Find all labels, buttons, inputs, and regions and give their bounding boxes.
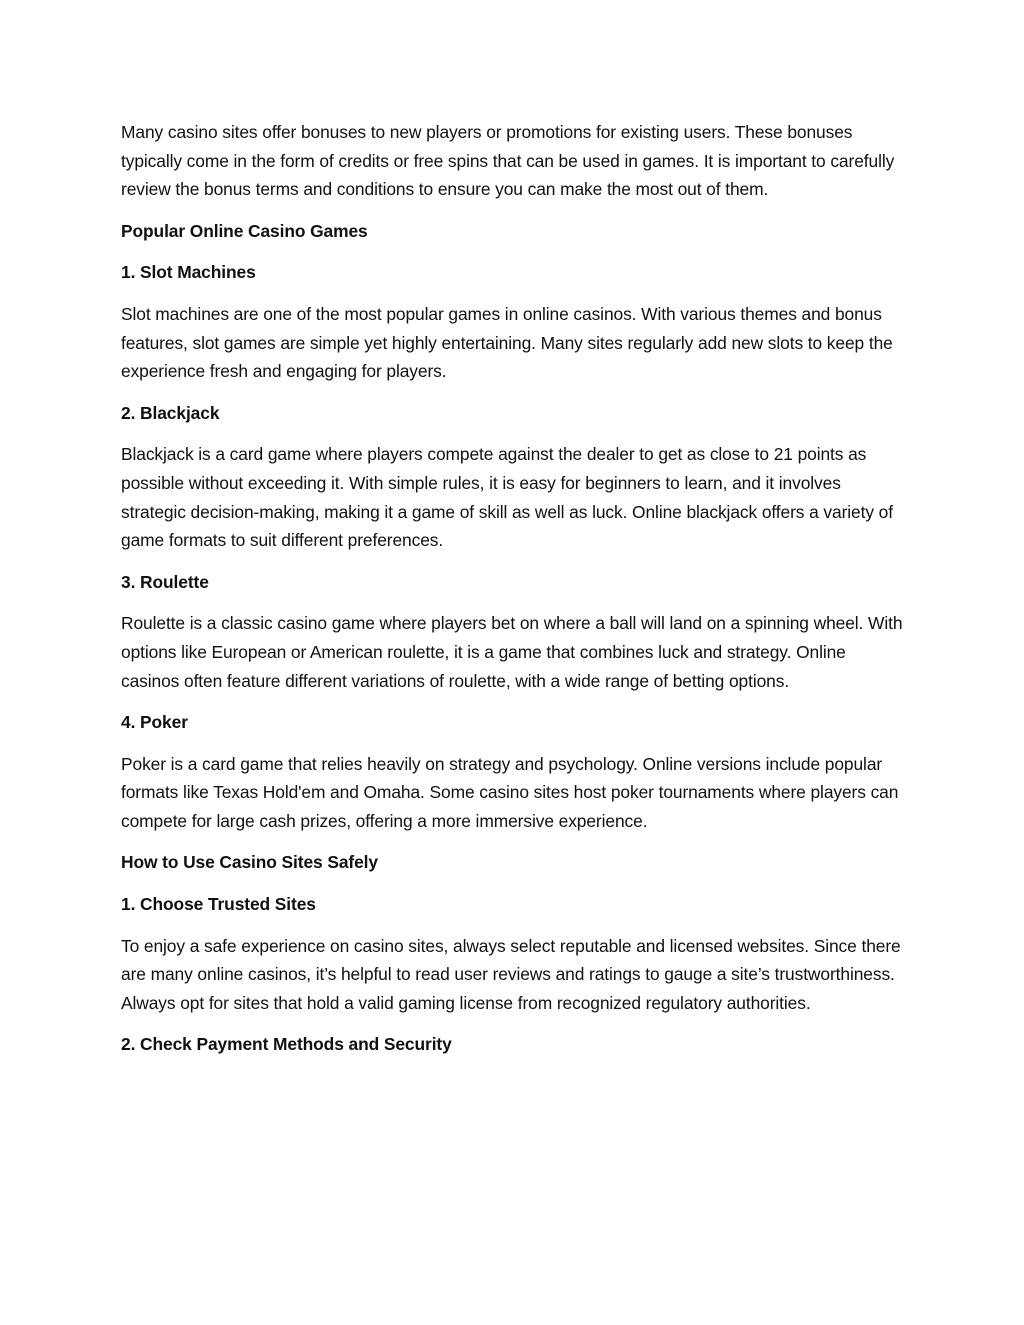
document-page [121, 118, 907, 1072]
intro-paragraph: Many casino sites offer bonuses to new players or promotions for existing users. These bonuses typically come in the form of credits or free spins that can be used in games. It is important to carefully review the bonus terms and conditions to ensure you can make the most out of them. [121, 122, 895, 200]
subheading-poker: 4. Poker [121, 712, 188, 733]
paragraph-trusted-sites: To enjoy a safe experience on casino sites, always select reputable and licensed websites. Since there are many online casinos, it’s helpful to read user reviews and ratings to gauge a site’s trustworthiness. Always opt for sites that hold a valid gaming license from recognized regulatory authorities. [121, 935, 901, 1013]
subheading-slot-machines: 1. Slot Machines [121, 262, 256, 283]
paragraph-blackjack: Blackjack is a card game where players compete against the dealer to get as close to 21 points as possible without exceeding it. With simple rules, it is easy for beginners to learn, and it involves strategic decision-making, making it a game of skill as well as luck. Online blackjack offers a variety of game formats to suit different preferences. [121, 444, 893, 551]
subheading-payment-security: 2. Check Payment Methods and Security [121, 1034, 452, 1055]
section-heading-popular-games: Popular Online Casino Games [121, 220, 368, 241]
subheading-blackjack: 2. Blackjack [121, 402, 220, 423]
paragraph-roulette: Roulette is a classic casino game where players bet on where a ball will land on a spinning wheel. With options like European or American roulette, it is a game that combines luck and strategy. Online casinos often feature different variations of roulette, with a wide range of betting options. [121, 613, 903, 691]
paragraph-poker: Poker is a card game that relies heavily on strategy and psychology. Online versions include popular formats like Texas Hold'em and Omaha. Some casino sites host poker tournaments where players can compete for large cash prizes, offering a more immersive experience. [121, 753, 899, 831]
subheading-roulette: 3. Roulette [121, 571, 209, 592]
section-heading-safety: How to Use Casino Sites Safely [121, 852, 378, 873]
subheading-trusted-sites: 1. Choose Trusted Sites [121, 894, 316, 915]
paragraph-slot-machines: Slot machines are one of the most popular games in online casinos. With various themes and bonus features, slot games are simple yet highly entertaining. Many sites regularly add new slots to keep the experience fresh and engaging for players. [121, 303, 893, 382]
